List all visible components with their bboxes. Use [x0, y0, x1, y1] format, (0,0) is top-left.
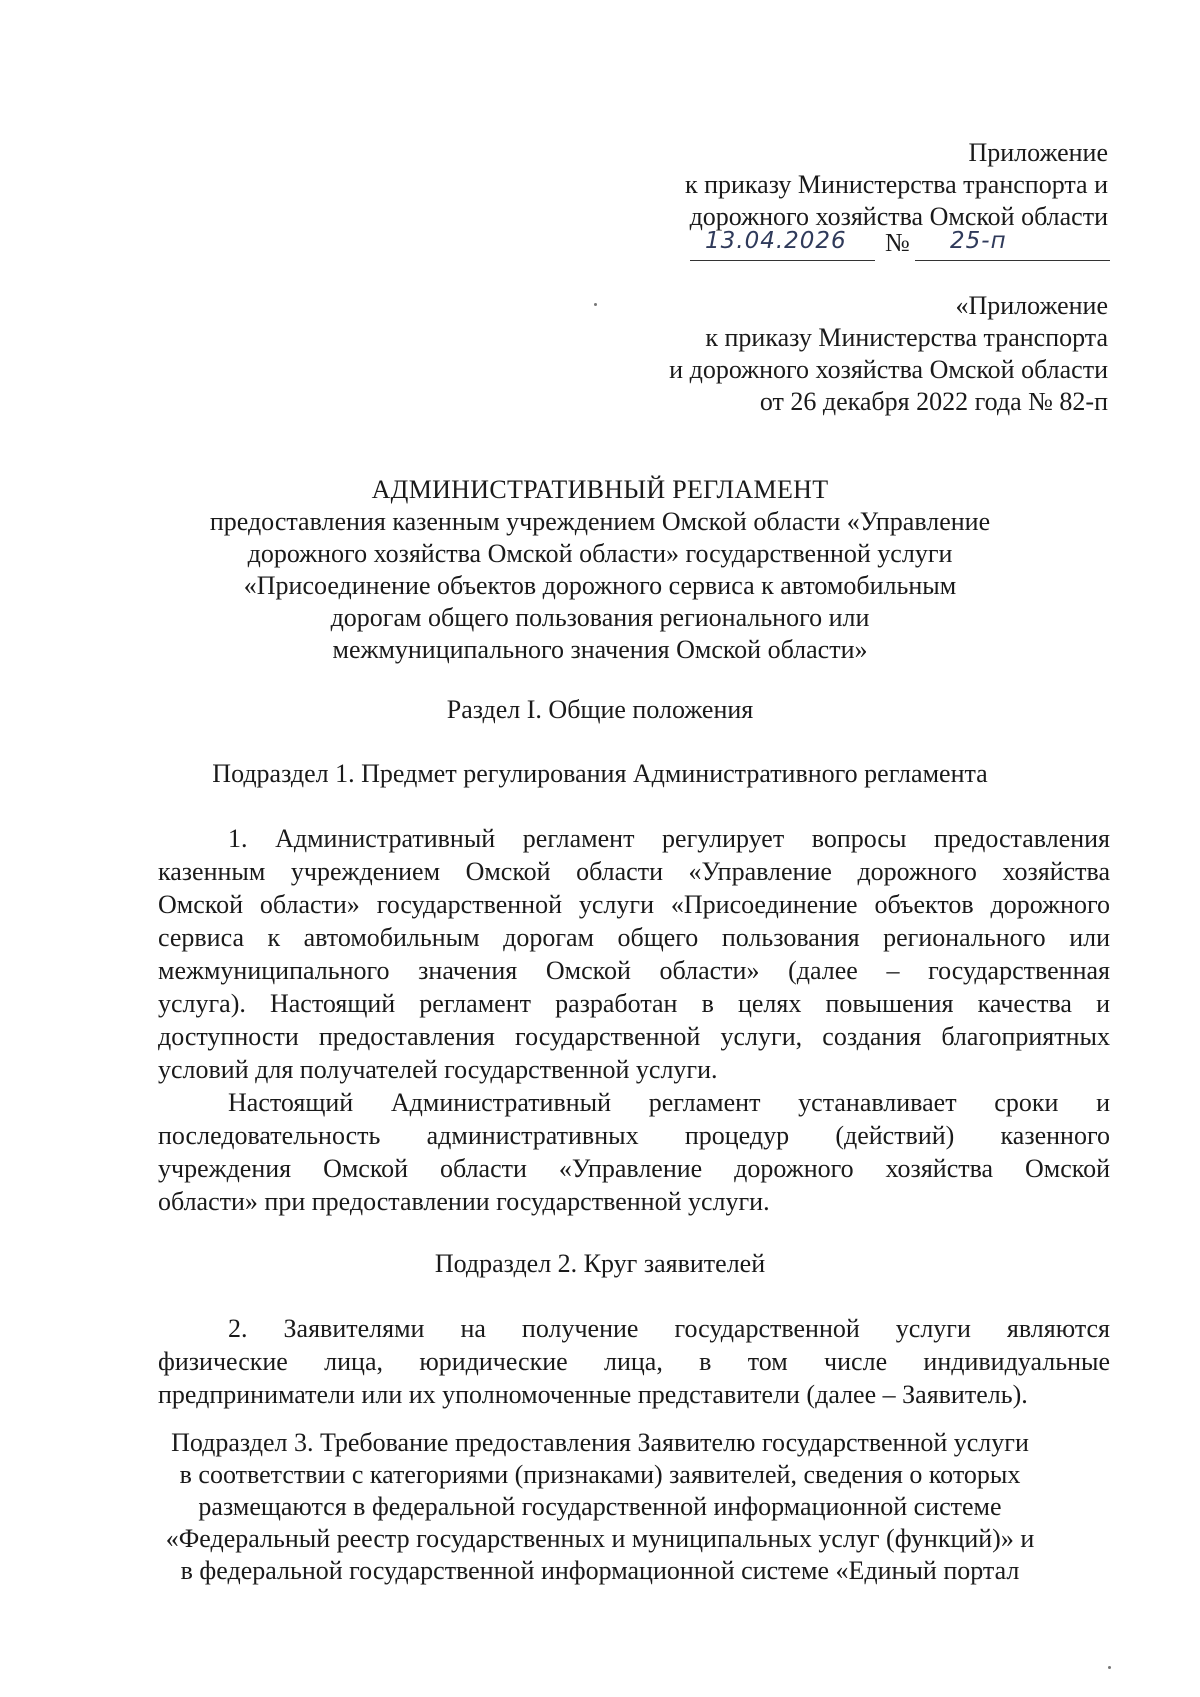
paragraph-line: межмуниципального значения Омской области» (далее – государственная — [158, 956, 1110, 985]
scan-speck — [1108, 1666, 1111, 1669]
paragraph-line: учреждения Омской области «Управление дорожного хозяйства Омской — [158, 1154, 1110, 1183]
subsection-2-heading — [150, 1248, 1050, 1280]
appendix-line-3: дорожного хозяйства Омской области — [689, 202, 1108, 231]
subsection-3-heading-line: в соответствии с категориями (признаками) заявителей, сведения о которых — [179, 1460, 1021, 1489]
subsection-3-heading-line: размещаются в федеральной государственной информационной системе — [198, 1492, 1002, 1521]
number-underline — [915, 260, 1110, 261]
subsection-2-heading-text: Подраздел 2. Круг заявителей — [434, 1249, 766, 1278]
title-line-5: дорогам общего пользования регионального или — [330, 603, 870, 632]
subsection-3-heading-line: «Федеральный реестр государственных и муниципальных услуг (функций)» и — [165, 1524, 1035, 1553]
paragraph-line: 2. Заявителями на получение государственной услуги являются — [228, 1314, 1110, 1343]
paragraph-line: Настоящий Административный регламент устанавливает сроки и — [228, 1088, 1110, 1117]
title-line-3: дорожного хозяйства Омской области» государственной услуги — [247, 539, 953, 568]
order-date-handwritten: 13.04.2026 — [705, 228, 847, 254]
title-line-6: межмуниципального значения Омской области» — [332, 635, 868, 664]
subsection-3-heading-line: Подраздел 3. Требование предоставления Заявителю государственной услуги — [171, 1428, 1029, 1457]
subsection-2-paragraph — [158, 1312, 1110, 1411]
appendix-header — [685, 137, 1108, 233]
order-number-handwritten: 25-п — [950, 228, 1007, 254]
subsection-1-heading-text: Подраздел 1. Предмет регулирования Административного регламента — [212, 759, 988, 788]
scan-speck — [594, 303, 597, 306]
paragraph-line: услуга). Настоящий регламент разработан в целях повышения качества и — [158, 989, 1110, 1018]
subsection-1-heading — [150, 758, 1050, 790]
quoted-line-2: к приказу Министерства транспорта — [705, 323, 1108, 352]
paragraph-line: Омской области» государственной услуги «Присоединение объектов дорожного — [158, 890, 1110, 919]
paragraph-line: сервиса к автомобильным дорогам общего пользования регионального или — [158, 923, 1110, 952]
section-1-heading — [150, 694, 1050, 726]
quoted-line-3: и дорожного хозяйства Омской области — [669, 355, 1108, 384]
regulation-title — [150, 474, 1050, 666]
paragraph-line: доступности предоставления государственной услуги, создания благоприятных — [158, 1022, 1110, 1051]
quoted-line-1: «Приложение — [955, 291, 1108, 320]
subsection-3-heading — [140, 1427, 1060, 1587]
quoted-appendix-header — [669, 290, 1108, 418]
subsection-1-paragraph-2 — [158, 1086, 1110, 1218]
title-line-4: «Присоединение объектов дорожного сервиса к автомобильным — [243, 571, 957, 600]
quoted-line-4: от 26 декабря 2022 года № 82-п — [759, 387, 1108, 416]
paragraph-line: 1. Административный регламент регулирует вопросы предоставления — [228, 824, 1110, 853]
paragraph-line: области» при предоставлении государственной услуги. — [158, 1187, 770, 1216]
paragraph-line: условий для получателей государственной услуги. — [158, 1055, 718, 1084]
section-1-heading-text: Раздел I. Общие положения — [446, 695, 754, 724]
date-underline — [690, 260, 875, 261]
number-sign: № — [885, 228, 910, 257]
paragraph-line: казенным учреждением Омской области «Управление дорожного хозяйства — [158, 857, 1110, 886]
paragraph-line: последовательность административных процедур (действий) казенного — [158, 1121, 1110, 1150]
subsection-1-paragraph-1 — [158, 822, 1110, 1086]
paragraph-line: предприниматели или их уполномоченные представители (далее – Заявитель). — [158, 1380, 1028, 1409]
subsection-3-heading-line: в федеральной государственной информационной системе «Единый портал — [180, 1556, 1020, 1585]
appendix-line-2: к приказу Министерства транспорта и — [684, 170, 1108, 199]
appendix-title: Приложение — [968, 138, 1108, 167]
paragraph-line: физические лица, юридические лица, в том числе индивидуальные — [158, 1347, 1110, 1376]
title-main: АДМИНИСТРАТИВНЫЙ РЕГЛАМЕНТ — [371, 475, 829, 504]
title-line-2: предоставления казенным учреждением Омской области «Управление — [209, 507, 991, 536]
